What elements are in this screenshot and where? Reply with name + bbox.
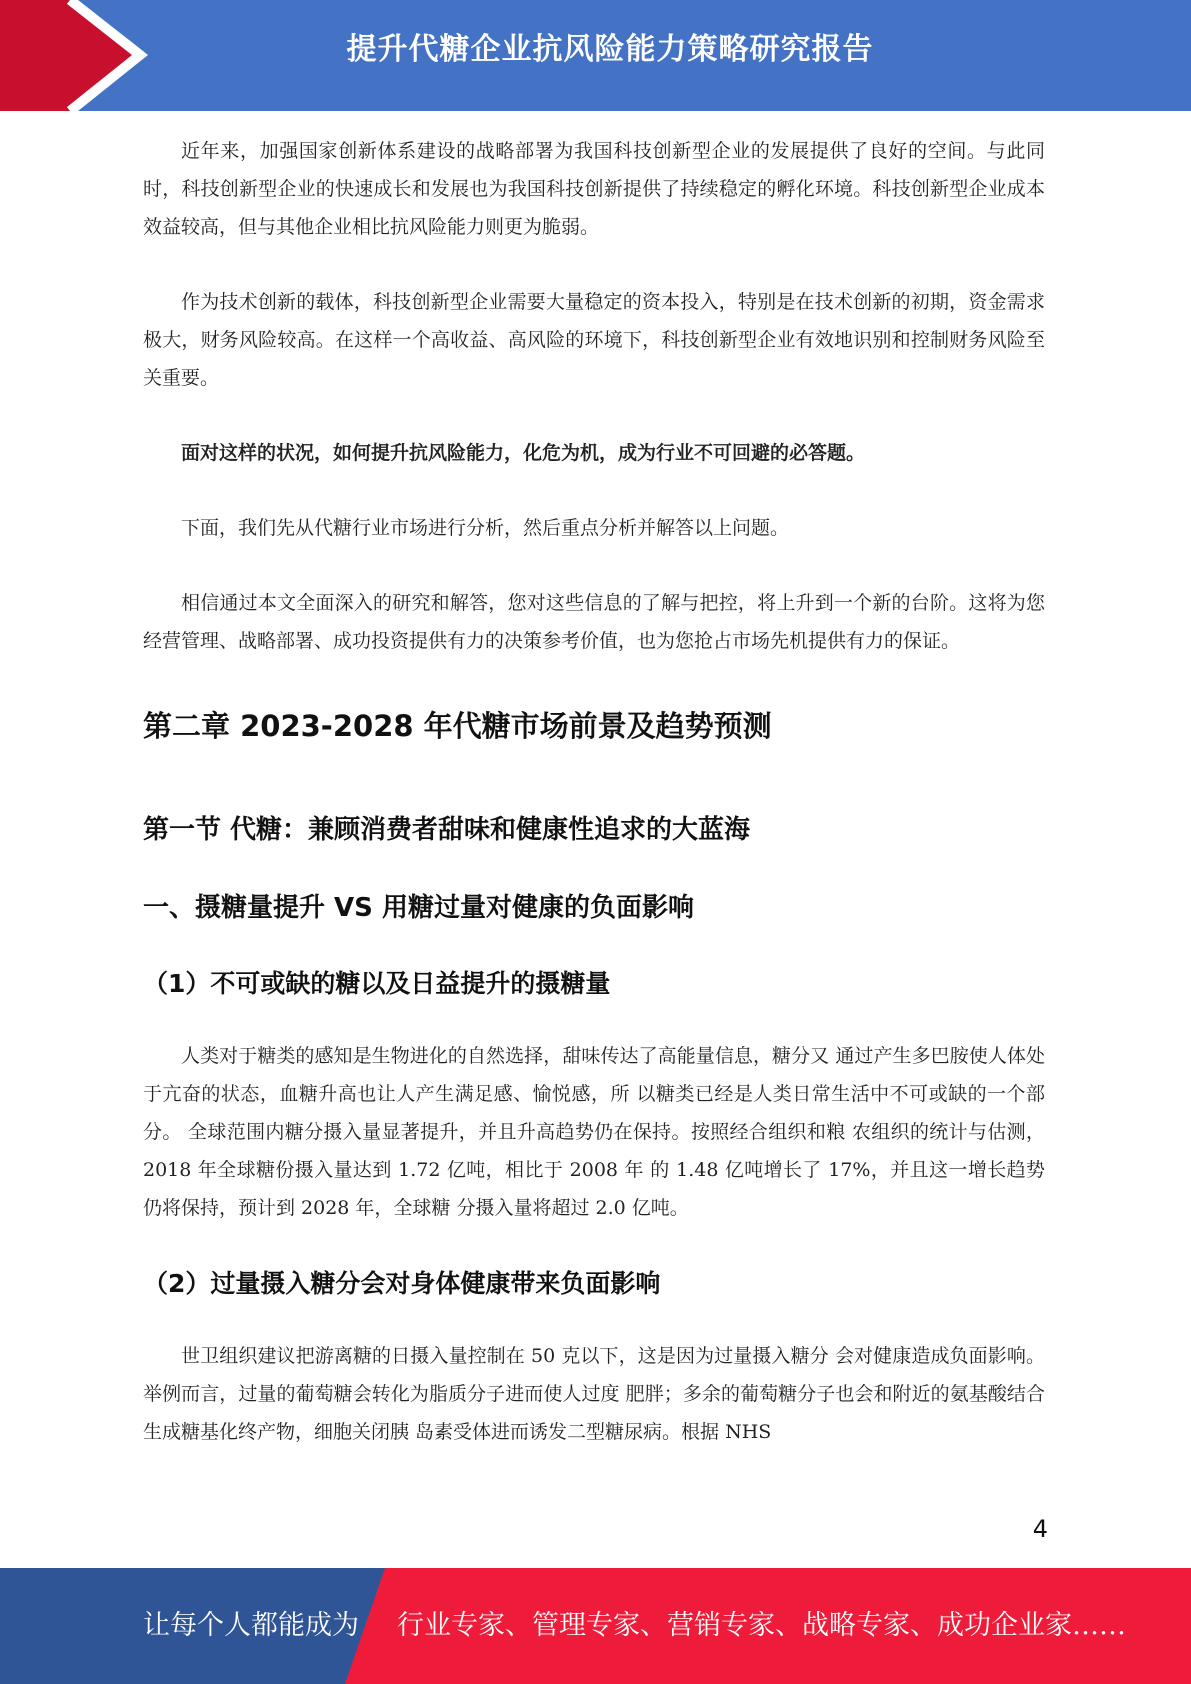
item1-paragraph: 人类对于糖类的感知是生物进化的自然选择，甜味传达了高能量信息，糖分又 通过产生多巴胺使人体处于亢奋的状态，血糖升高也让人产生满足感、愉悦感，所 以糖类已经是人类日常生活中不可或缺的一个部分。 全球范围内糖分摄入量显著提升，并且升高趋势仍在保持。按照经合组织和粮 农组织的统计与估测，2018 年全球糖份摄入量达到 1.72 亿吨，相比于 2008 年 的 1.48 亿吨增长了 17%，并且这一增长趋势仍将保持，预计到 2028 年，全球糖 分摄入量将超过 2.0 亿吨。 (143, 1045, 1045, 1219)
chapter-heading: 第二章 2023-2028 年代糖市场前景及趋势预测 (143, 709, 772, 743)
document-body (143, 132, 1045, 1488)
intro-paragraph-4: 下面，我们先从代糖行业市场进行分析，然后重点分析并解答以上问题。 (181, 517, 790, 539)
report-title: 提升代糖企业抗风险能力策略研究报告 (346, 32, 874, 67)
intro-paragraph-1: 近年来，加强国家创新体系建设的战略部署为我国科技创新型企业的发展提供了良好的空间。与此同时，科技创新型企业的快速成长和发展也为我国科技创新提供了持续稳定的孵化环境。科技创新型企业成本效益较高，但与其他企业相比抗风险能力则更为脆弱。 (143, 140, 1045, 238)
subsection-heading: 一、摄糖量提升 VS 用糖过量对健康的负面影响 (143, 893, 694, 923)
chevron-arrow-icon (0, 0, 150, 111)
item1-heading: （1）不可或缺的糖以及日益提升的摄糖量 (143, 969, 611, 998)
intro-key-question: 面对这样的状况，如何提升抗风险能力，化危为机，成为行业不可回避的必答题。 (181, 442, 866, 464)
item2-paragraph: 世卫组织建议把游离糖的日摄入量控制在 50 克以下，这是因为过量摄入糖分 会对健康造成负面影响。举例而言，过量的葡萄糖会转化为脂质分子进而使人过度 肥胖；多余的葡萄糖分子也会和附近的氨基酸结合生成糖基化终产物，细胞关闭胰 岛素受体进而诱发二型糖尿病。根据 NHS (143, 1345, 1045, 1443)
page-number: 4 (1032, 1515, 1048, 1543)
header-band (0, 0, 1191, 111)
intro-paragraph-2: 作为技术创新的载体，科技创新型企业需要大量稳定的资本投入，特别是在技术创新的初期，资金需求极大，财务风险较高。在这样一个高收益、高风险的环境下，科技创新型企业有效地识别和控制财务风险至关重要。 (143, 291, 1045, 389)
footer-slogan-left: 让每个人都能成为 (143, 1610, 359, 1641)
footer-band (0, 1568, 1191, 1684)
section-heading: 第一节 代糖：兼顾消费者甜味和健康性追求的大蓝海 (143, 815, 751, 845)
footer-slogan-right: 行业专家、管理专家、营销专家、战略专家、成功企业家…… (397, 1610, 1126, 1641)
item2-heading: （2）过量摄入糖分会对身体健康带来负面影响 (143, 1269, 661, 1298)
intro-paragraph-5: 相信通过本文全面深入的研究和解答，您对这些信息的了解与把控，将上升到一个新的台阶。这将为您经营管理、战略部署、成功投资提供有力的决策参考价值，也为您抢占市场先机提供有力的保证。 (143, 592, 1045, 652)
